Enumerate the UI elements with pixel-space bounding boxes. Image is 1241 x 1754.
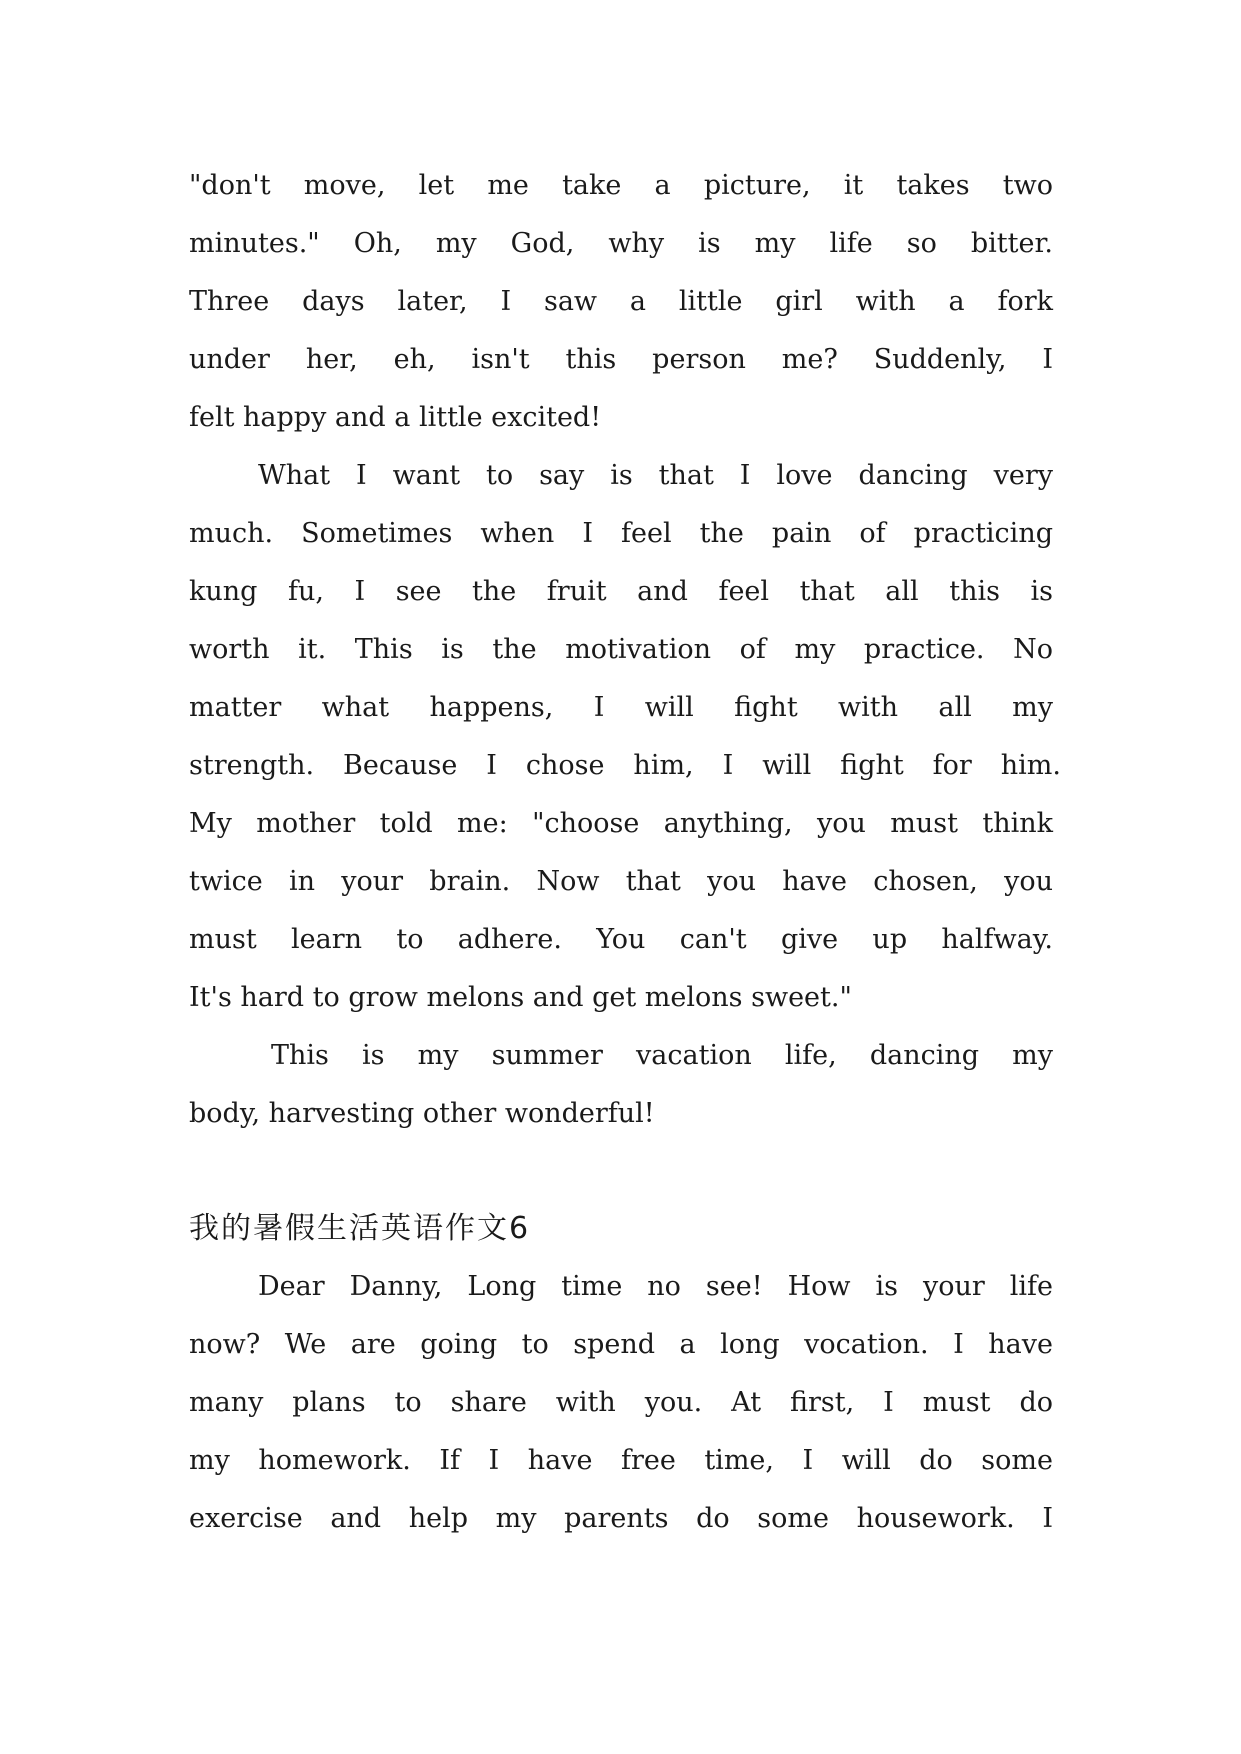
text-line: matter what happens, I will fight with all my bbox=[189, 692, 1053, 723]
text-line: felt happy and a little excited! bbox=[189, 402, 602, 433]
text-line: body, harvesting other wonderful! bbox=[189, 1098, 655, 1129]
text-line: many plans to share with you. At first, I must do bbox=[189, 1387, 1053, 1418]
text-line: minutes." Oh, my God, why is my life so bitter. bbox=[189, 228, 1053, 259]
text-line: Dear Danny, Long time no see! How is your life bbox=[258, 1271, 1053, 1302]
text-line: What I want to say is that I love dancing very bbox=[258, 460, 1053, 491]
text-line: twice in your brain. Now that you have chosen, you bbox=[189, 866, 1053, 897]
text-line: much. Sometimes when I feel the pain of practicing bbox=[189, 518, 1053, 549]
text-line: Three days later, I saw a little girl with a fork bbox=[189, 286, 1053, 317]
text-line: exercise and help my parents do some housework. I bbox=[189, 1503, 1053, 1534]
section-heading: 我的暑假生活英语作文6 bbox=[189, 1211, 531, 1246]
text-line: under her, eh, isn't this person me? Suddenly, I bbox=[189, 344, 1053, 375]
text-line: This is my summer vacation life, dancing my bbox=[271, 1040, 1053, 1071]
text-line: my homework. If I have free time, I will do some bbox=[189, 1445, 1053, 1476]
text-line: strength. Because I chose him, I will fight for him. bbox=[189, 750, 1061, 781]
text-line: It's hard to grow melons and get melons sweet." bbox=[189, 982, 852, 1013]
text-line: worth it. This is the motivation of my practice. No bbox=[189, 634, 1053, 665]
text-line: My mother told me: "choose anything, you must think bbox=[189, 808, 1053, 839]
text-line: must learn to adhere. You can't give up halfway. bbox=[189, 924, 1053, 955]
text-line: "don't move, let me take a picture, it takes two bbox=[189, 170, 1053, 201]
text-line: now? We are going to spend a long vocation. I have bbox=[189, 1329, 1053, 1360]
text-line: kung fu, I see the fruit and feel that all this is bbox=[189, 576, 1053, 607]
